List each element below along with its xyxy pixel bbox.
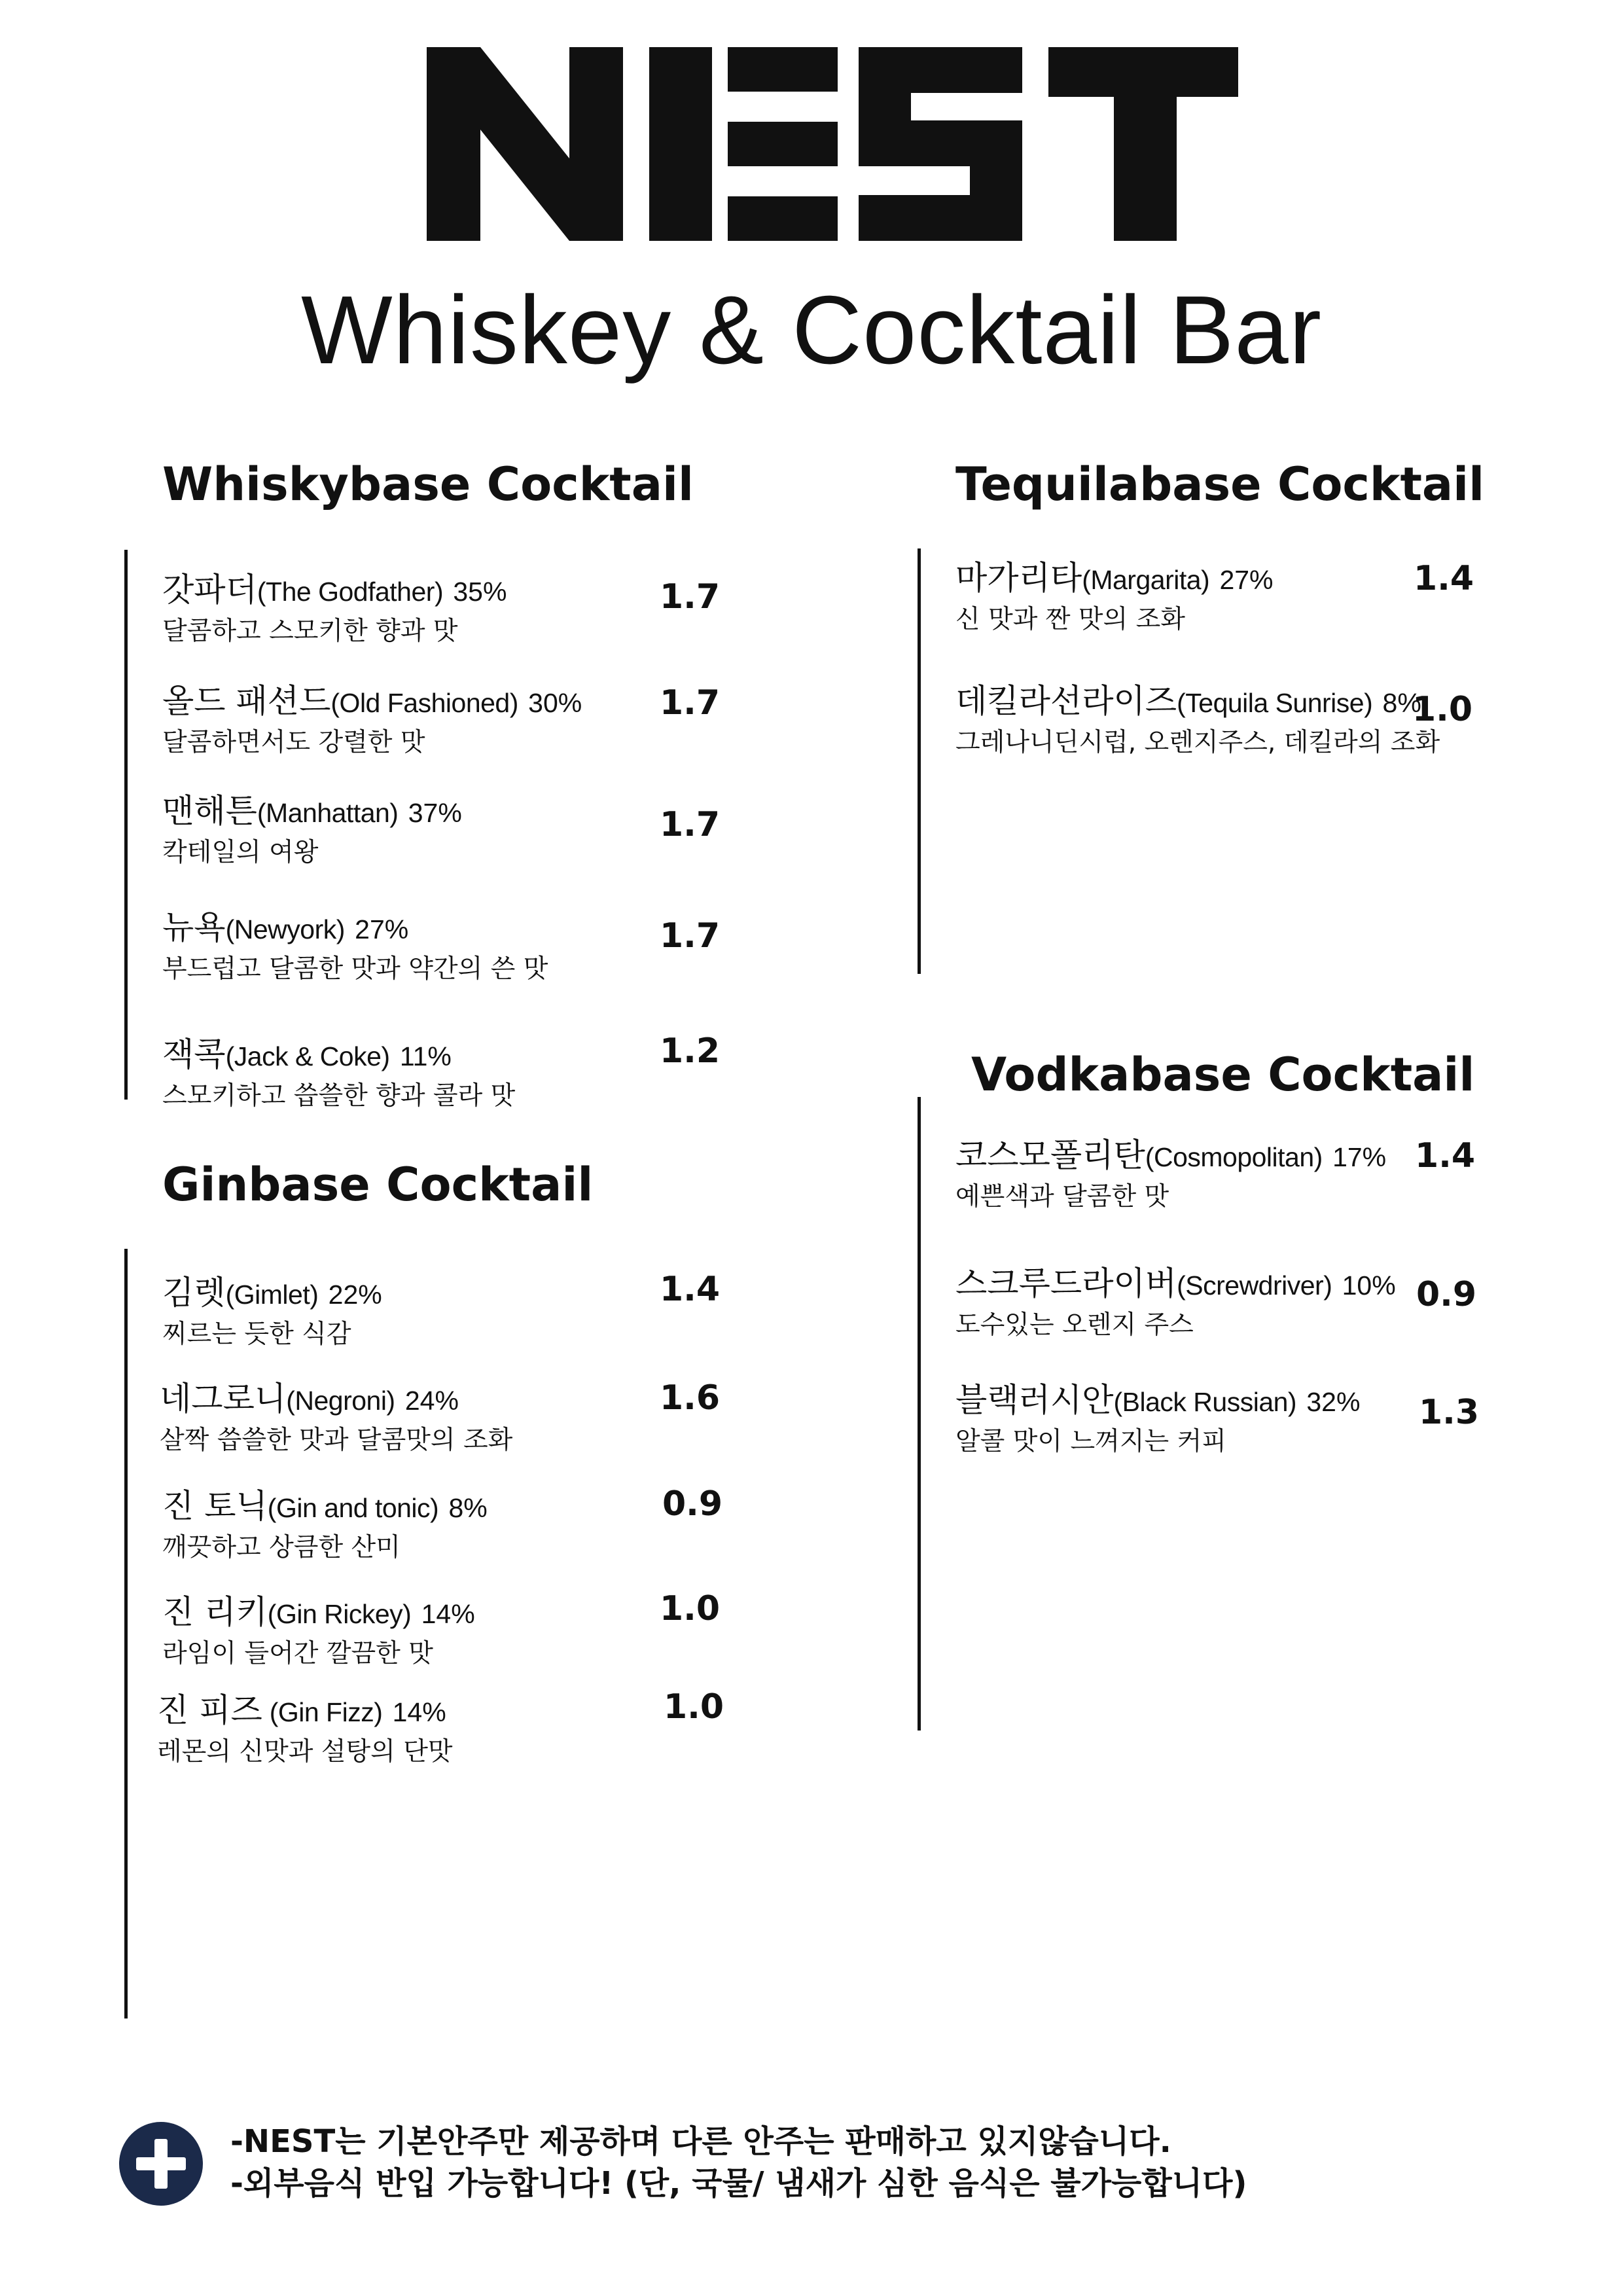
item-description: 신 맛과 짠 맛의 조화 <box>955 605 1185 634</box>
menu-item-gimlet: 김렛(Gimlet) 22% 찌르는 듯한 식감 <box>162 1272 382 1351</box>
menu-item-manhattan: 맨해튼(Manhattan) 37% 칵테일의 여왕 <box>162 791 462 869</box>
item-description: 살짝 씁쓸한 맛과 달콤맛의 조화 <box>160 1426 513 1455</box>
menu-item-newyork: 뉴욕(Newyork) 27% 부드럽고 달콤한 맛과 약간의 쓴 맛 <box>162 907 548 986</box>
item-description: 레몬의 신맛과 설탕의 단맛 <box>157 1737 453 1767</box>
nest-logo-mark <box>427 47 1238 241</box>
menu-item-gin-fizz: 진 피즈 (Gin Fizz) 14% 레몬의 신맛과 설탕의 단맛 <box>157 1690 453 1768</box>
plus-circle-icon <box>118 2121 204 2207</box>
menu-item-cosmopolitan: 코스모폴리탄(Cosmopolitan) 17% 예쁜색과 달콤한 맛 <box>955 1135 1386 1213</box>
menu-item-tequila-sunrise: 데킬라선라이즈(Tequila Sunrise) 8% 그레나니딘시럽, 오렌지주스, 데킬라의 조화 <box>955 681 1440 759</box>
price-newyork: 1.7 <box>660 916 721 956</box>
footer-notice-line: -외부음식 반입 가능합니다! (단, 국물/ 냄새가 심한 음식은 불가능합니다) <box>230 2165 1247 2202</box>
price-black-russian: 1.3 <box>1419 1393 1480 1432</box>
price-cosmopolitan: 1.4 <box>1415 1136 1476 1175</box>
vodka-divider-line <box>918 1097 921 1731</box>
item-description: 그레나니딘시럽, 오렌지주스, 데킬라의 조화 <box>955 728 1440 757</box>
price-margarita: 1.4 <box>1414 559 1474 598</box>
menu-item-jack-and-coke: 잭콕(Jack & Coke) 11% 스모키하고 씁쓸한 향과 콜라 맛 <box>162 1034 515 1113</box>
nest-logo <box>427 47 1238 241</box>
item-description: 도수있는 오렌지 주스 <box>955 1310 1194 1340</box>
menu-item-godfather: 갓파더(The Godfather) 35% 달콤하고 스모키한 향과 맛 <box>162 569 507 648</box>
item-description: 찌르는 듯한 식감 <box>162 1319 351 1349</box>
item-description: 칵테일의 여왕 <box>162 838 319 867</box>
item-description: 스모키하고 씁쓸한 향과 콜라 맛 <box>162 1081 516 1111</box>
price-manhattan: 1.7 <box>660 805 721 844</box>
price-gin-and-tonic: 0.9 <box>662 1484 723 1524</box>
bar-subtitle: Whiskey & Cocktail Bar <box>301 276 1322 384</box>
whisky-divider-line <box>124 550 128 1100</box>
menu-item-gin-and-tonic: 진 토닉(Gin and tonic) 8% 깨끗하고 상큼한 산미 <box>162 1486 488 1564</box>
menu-item-margarita: 마가리타(Margarita) 27% 신 맛과 짠 맛의 조화 <box>955 558 1274 636</box>
tequila-divider-line <box>918 548 921 974</box>
menu-item-negroni: 네그로니(Negroni) 24% 살짝 씁쓸한 맛과 달콤맛의 조화 <box>160 1378 512 1457</box>
price-old-fashioned: 1.7 <box>660 683 721 723</box>
item-description: 예쁜색과 달콤한 맛 <box>955 1182 1169 1211</box>
menu-item-black-russian: 블랙러시안(Black Russian) 32% 알콜 맛이 느껴지는 커피 <box>955 1380 1360 1458</box>
item-description: 달콤하고 스모키한 향과 맛 <box>162 617 458 646</box>
menu-item-old-fashioned: 올드 패션드(Old Fashioned) 30% 달콤하면서도 강렬한 맛 <box>162 681 582 759</box>
price-gin-fizz: 1.0 <box>664 1687 724 1727</box>
item-description: 라임이 들어간 깔끔한 맛 <box>162 1639 433 1668</box>
tequilabase-section-title: Tequilabase Cocktail <box>955 457 1485 511</box>
price-tequila-sunrise: 1.0 <box>1412 690 1473 729</box>
gin-divider-line <box>124 1249 128 2018</box>
whiskybase-section-title: Whiskybase Cocktail <box>162 457 694 511</box>
price-gin-rickey: 1.0 <box>660 1589 721 1628</box>
item-description: 달콤하면서도 강렬한 맛 <box>162 728 425 757</box>
footer-notice-line: -NEST는 기본안주만 제공하며 다른 안주는 판매하고 있지않습니다. <box>230 2123 1171 2160</box>
item-description: 깨끗하고 상큼한 산미 <box>162 1533 401 1562</box>
price-godfather: 1.7 <box>660 577 721 617</box>
price-negroni: 1.6 <box>660 1378 721 1418</box>
menu-item-screwdriver: 스크루드라이버(Screwdriver) 10% 도수있는 오렌지 주스 <box>955 1263 1396 1342</box>
footer-notice <box>230 2121 1247 2204</box>
ginbase-section-title: Ginbase Cocktail <box>162 1158 594 1211</box>
vodkabase-section-title: Vodkabase Cocktail <box>971 1048 1475 1102</box>
price-gimlet: 1.4 <box>660 1270 721 1309</box>
item-description: 부드럽고 달콤한 맛과 약간의 쓴 맛 <box>162 954 548 984</box>
price-jack-and-coke: 1.2 <box>660 1031 721 1071</box>
item-description: 알콜 맛이 느껴지는 커피 <box>955 1427 1226 1456</box>
menu-item-gin-rickey: 진 리키(Gin Rickey) 14% 라임이 들어간 깔끔한 맛 <box>162 1592 475 1670</box>
price-screwdriver: 0.9 <box>1416 1275 1477 1314</box>
